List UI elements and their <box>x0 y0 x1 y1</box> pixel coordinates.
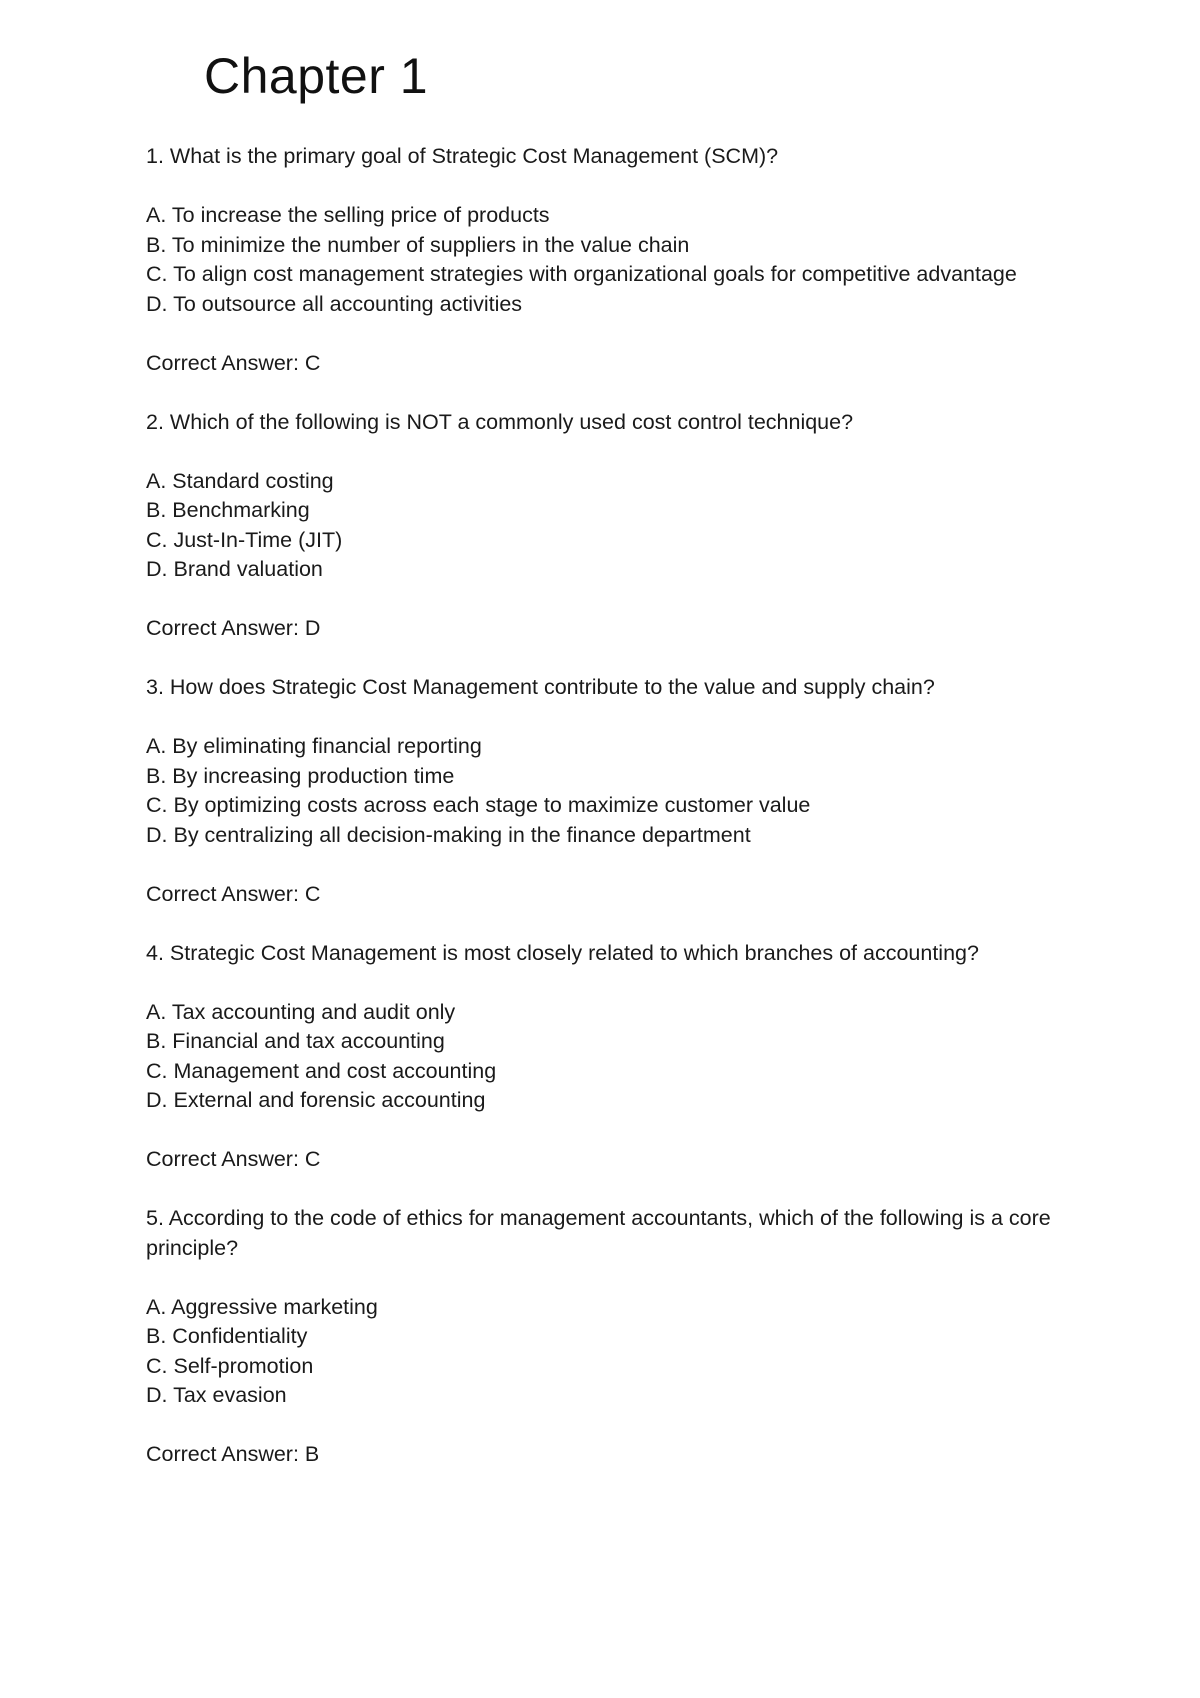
option-list <box>146 1293 1086 1411</box>
correct-answer: Correct Answer: C <box>146 350 321 375</box>
option-a: A. Tax accounting and audit only <box>146 999 456 1024</box>
option-a: A. Aggressive marketing <box>146 1294 378 1319</box>
option-c: C. By optimizing costs across each stage to maximize customer value <box>146 793 811 817</box>
option-list <box>146 201 1086 319</box>
option-a: A. By eliminating financial reporting <box>146 734 482 758</box>
option-d: D. To outsource all accounting activities <box>146 291 523 316</box>
question-3 <box>146 673 1086 909</box>
question-text: 4. Strategic Cost Management is most closely related to which branches of accounting? <box>146 940 979 965</box>
question-list <box>146 142 1086 1499</box>
option-d: D. Tax evasion <box>146 1383 287 1407</box>
question-1 <box>146 142 1086 378</box>
correct-answer: Correct Answer: D <box>146 616 321 640</box>
option-c: C. Management and cost accounting <box>146 1058 497 1083</box>
chapter-title: Chapter 1 <box>204 48 429 104</box>
option-d: D. External and forensic accounting <box>146 1088 486 1112</box>
question-text: 2. Which of the following is NOT a commonly used cost control technique? <box>146 409 854 434</box>
question-2 <box>146 408 1086 644</box>
option-list <box>146 732 1086 850</box>
option-a: A. To increase the selling price of products <box>146 203 550 227</box>
option-b: B. Financial and tax accounting <box>146 1029 445 1053</box>
option-b: B. Confidentiality <box>146 1324 308 1348</box>
question-4 <box>146 939 1086 1175</box>
option-b: B. By increasing production time <box>146 763 455 788</box>
option-c: C. Just-In-Time (JIT) <box>146 527 343 552</box>
question-text: 5. According to the code of ethics for management accountants, which of the following is a core principle? <box>146 1206 1051 1260</box>
option-d: D. Brand valuation <box>146 557 323 581</box>
correct-answer: Correct Answer: B <box>146 1442 320 1466</box>
option-c: C. Self-promotion <box>146 1353 314 1378</box>
question-5 <box>146 1204 1086 1470</box>
option-list <box>146 998 1086 1116</box>
option-a: A. Standard costing <box>146 468 334 493</box>
option-c: C. To align cost management strategies with organizational goals for competitive advantage <box>146 262 1017 286</box>
option-b: B. To minimize the number of suppliers in the value chain <box>146 232 690 257</box>
question-text: 3. How does Strategic Cost Management contribute to the value and supply chain? <box>146 675 935 699</box>
option-list <box>146 467 1086 585</box>
question-text: 1. What is the primary goal of Strategic Cost Management (SCM)? <box>146 144 779 168</box>
option-d: D. By centralizing all decision-making in the finance department <box>146 822 751 847</box>
option-b: B. Benchmarking <box>146 498 310 522</box>
correct-answer: Correct Answer: C <box>146 1147 321 1171</box>
correct-answer: Correct Answer: C <box>146 881 321 906</box>
